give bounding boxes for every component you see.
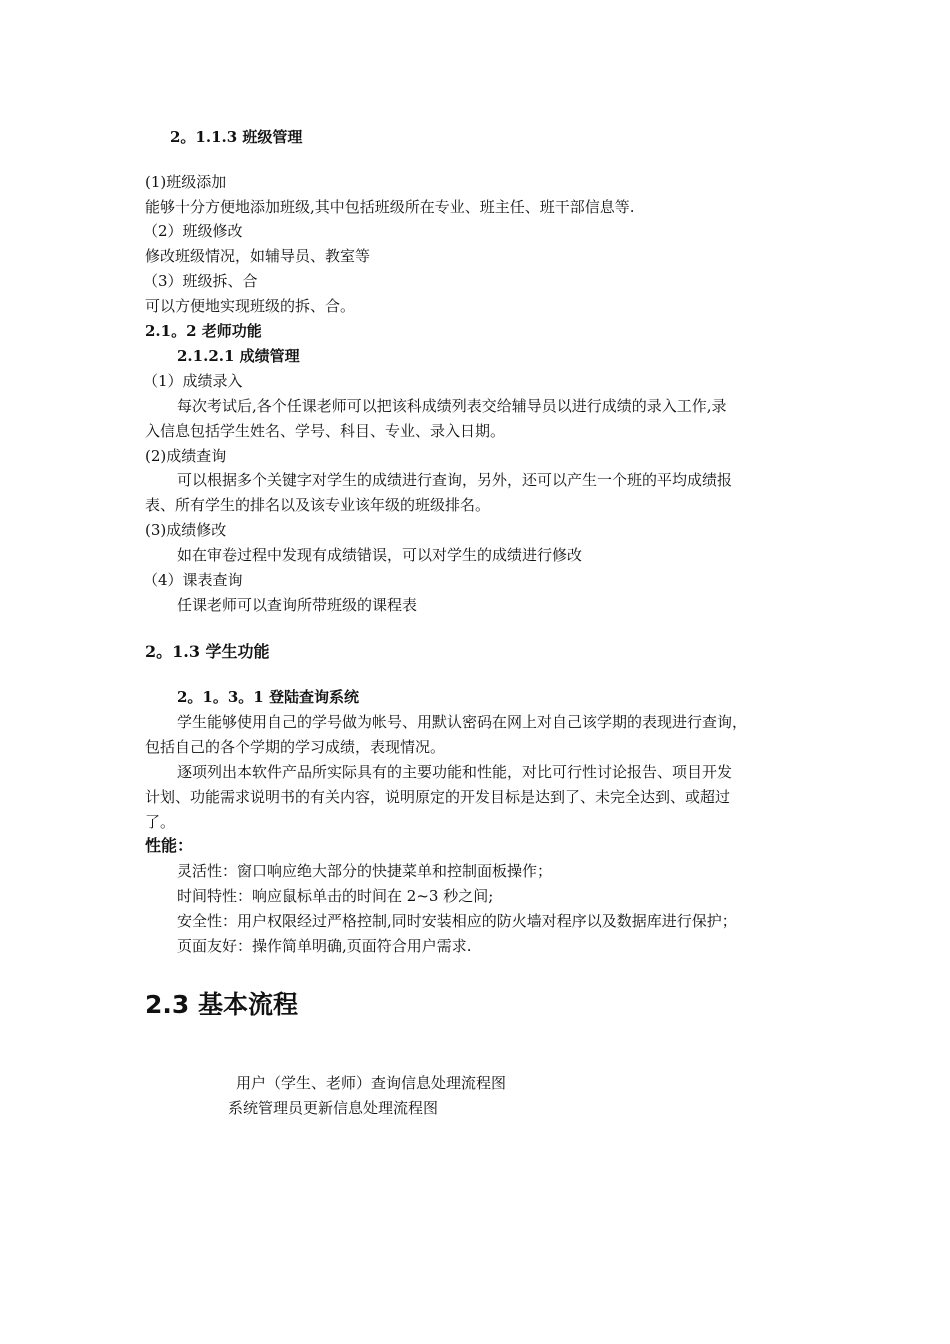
summary-text-line3: 了。 (145, 813, 176, 831)
item-class-add-title: (1)班级添加 (145, 173, 227, 191)
grade-query-text-line2: 表、所有学生的排名以及该专业该年级的班级排名。 (145, 496, 491, 514)
heading-2-1-3: 2。1.3 学生功能 (145, 642, 270, 661)
item-class-edit-text: 修改班级情况，如辅导员、教室等 (145, 247, 371, 265)
item-class-split-title: （3）班级拆、合 (143, 272, 258, 290)
heading-2-1-2: 2.1。2 老师功能 (145, 322, 262, 340)
item-class-split-text: 可以方便地实现班级的拆、合。 (145, 297, 356, 315)
summary-text-line1: 逐项列出本软件产品所实际具有的主要功能和性能，对比可行性讨论报告、项目开发 (177, 763, 733, 781)
heading-2-1-1-3: 2。1.1.3 班级管理 (170, 128, 303, 146)
grade-edit-title: (3)成绩修改 (145, 521, 227, 539)
heading-2-1-3-1: 2。1。3。1 登陆查询系统 (177, 688, 359, 706)
heading-2-3: 2.3 基本流程 (145, 990, 298, 1019)
grade-entry-text-line2: 入信息包括学生姓名、学号、科目、专业、录入日期。 (145, 422, 506, 440)
perf-flexibility: 灵活性：窗口响应绝大部分的快捷菜单和控制面板操作； (177, 862, 553, 880)
item-class-add-text: 能够十分方便地添加班级,其中包括班级所在专业、班主任、班干部信息等. (145, 198, 635, 216)
performance-heading: 性能： (145, 836, 194, 855)
perf-timing: 时间特性：响应鼠标单击的时间在 2~3 秒之间; (177, 887, 494, 905)
timetable-query-title: （4）课表查询 (143, 571, 243, 589)
flow-caption-admin: 系统管理员更新信息处理流程图 (228, 1099, 439, 1117)
heading-2-1-2-1: 2.1.2.1 成绩管理 (177, 347, 300, 365)
perf-security: 安全性：用户权限经过严格控制,同时安装相应的防火墙对程序以及数据库进行保护； (177, 912, 737, 930)
flow-caption-user: 用户（学生、老师）查询信息处理流程图 (236, 1074, 507, 1092)
summary-text-line2: 计划、功能需求说明书的有关内容，说明原定的开发目标是达到了、未完全达到、或超过 (145, 788, 731, 806)
item-class-edit-title: （2）班级修改 (143, 222, 243, 240)
perf-friendliness: 页面友好：操作简单明确,页面符合用户需求. (177, 937, 472, 955)
student-text-line1: 学生能够使用自己的学号做为帐号、用默认密码在网上对自己该学期的表现进行查询， (177, 713, 748, 731)
grade-query-text-line1: 可以根据多个关键字对学生的成绩进行查询，另外，还可以产生一个班的平均成绩报 (177, 471, 733, 489)
student-text-line2: 包括自己的各个学期的学习成绩，表现情况。 (145, 738, 446, 756)
grade-entry-text-line1: 每次考试后,各个任课老师可以把该科成绩列表交给辅导员以进行成绩的录入工作,录 (177, 397, 727, 415)
timetable-query-text: 任课老师可以查询所带班级的课程表 (177, 596, 418, 614)
grade-entry-title: （1）成绩录入 (143, 372, 243, 390)
grade-query-title: (2)成绩查询 (145, 447, 227, 465)
grade-edit-text: 如在审卷过程中发现有成绩错误，可以对学生的成绩进行修改 (177, 546, 583, 564)
